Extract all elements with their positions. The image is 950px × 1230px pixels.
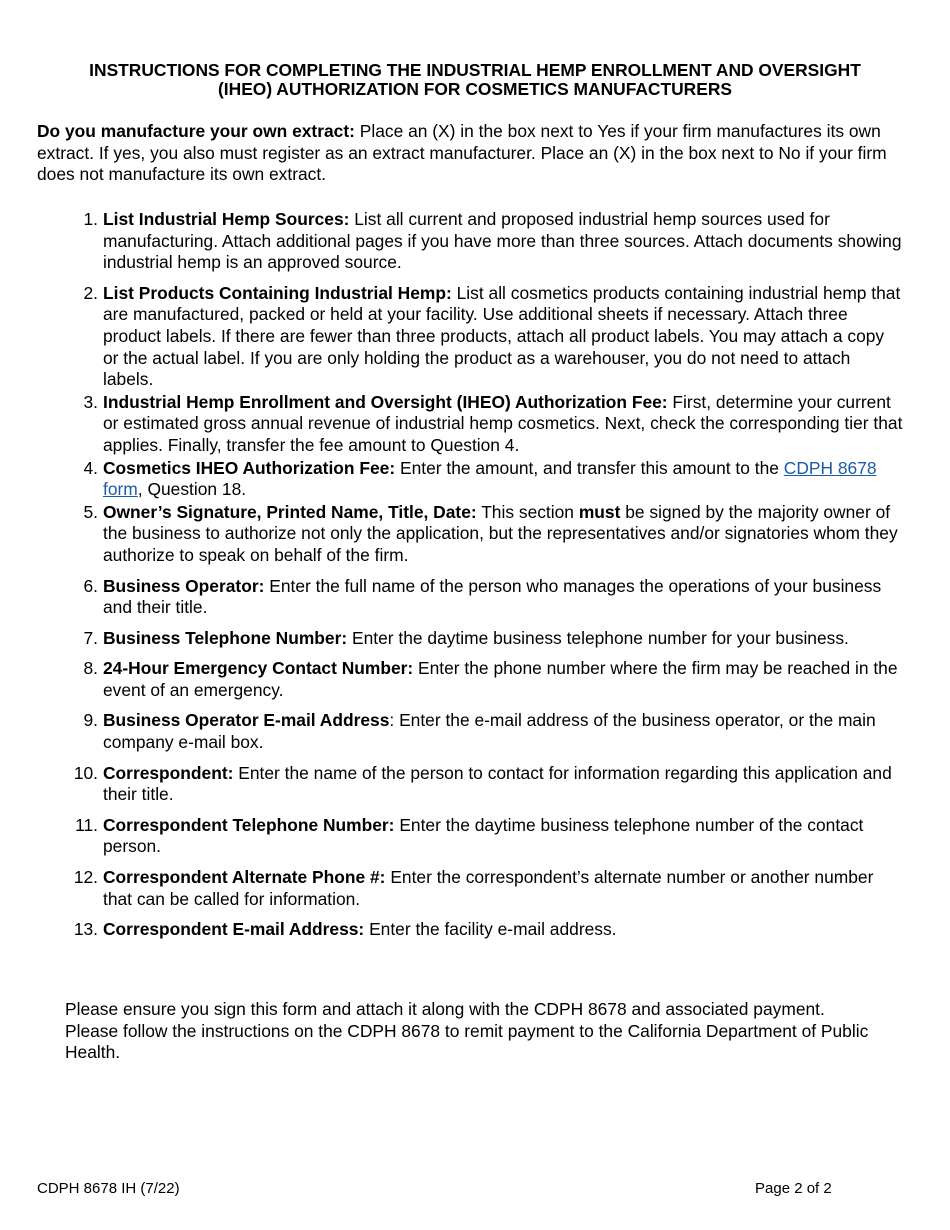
list-item [0,815,903,858]
list-item [0,576,903,619]
item-text: List all cosmetics products containing industrial hemp that are manufactured, packed or held at your facility. Use additional sheets if necessary. Attach three product labels. If there are fewer than three products, attach all product labels. You may attach a copy or the actual label. If you are only holding the product as a warehouser, you do not need to attach labels. [103,282,901,390]
page-title [37,61,913,99]
item-label: Business Operator E-mail Address [103,710,390,731]
item-number: 2. [83,282,98,303]
item-label: Business Operator: [103,575,265,596]
item-emphasis: must [578,501,621,522]
item-text: Enter the name of the person to contact for information regarding this application and their title. [103,762,892,805]
item-number: 13. [73,919,98,940]
item-number: 10. [73,762,98,783]
item-number: 5. [83,501,98,522]
item-label: Correspondent E-mail Address: [103,919,365,940]
item-text: Enter the phone number where the firm may be reached in the event of an emergency. [103,658,898,700]
item-label: Business Telephone Number: [103,627,348,648]
item-text: Enter the full name of the person who manages the operations of your business and their title. [103,575,882,618]
page-number: Page 2 of 2 [755,1180,832,1197]
item-label: Correspondent Alternate Phone #: [103,867,386,888]
list-item [0,763,903,806]
item-number: 8. [83,658,98,679]
intro-paragraph [37,121,907,186]
intro-label: Do you manufacture your own extract: [37,121,355,141]
list-item [0,658,903,701]
list-item [0,628,903,650]
item-text: Enter the correspondent’s alternate number or another number that can be called for information. [103,867,874,909]
list-item [0,867,903,910]
title-line-2: (IHEO) AUTHORIZATION FOR COSMETICS MANUFACTURERS [218,79,732,99]
item-text: List all current and proposed industrial hemp sources used for manufacturing. Attach additional pages if you have more than three sources. Attach documents showing industrial hemp is an approved source. [103,209,902,273]
item-text: Enter the daytime business telephone number for your business. [347,627,849,648]
item-number: 3. [83,391,98,412]
item-text-after: , Question 18. [137,479,247,500]
item-text: Enter the facility e-mail address. [364,919,617,940]
list-item [0,710,903,753]
cdph-8678-form-link[interactable]: CDPH 8678 form [103,457,877,500]
item-number: 7. [83,627,98,648]
list-item [0,283,903,391]
item-number: 11. [75,814,98,835]
item-number: 9. [83,710,98,731]
form-id: CDPH 8678 IH (7/22) [37,1180,180,1197]
list-item [0,502,903,567]
item-label: Cosmetics IHEO Authorization Fee: [103,457,396,478]
item-label: 24-Hour Emergency Contact Number: [103,658,414,679]
item-label: Correspondent Telephone Number: [103,814,395,835]
item-text: This section [476,501,579,522]
list-item [0,458,903,501]
title-line-1: INSTRUCTIONS FOR COMPLETING THE INDUSTRIAL HEMP ENROLLMENT AND OVERSIGHT [89,60,861,80]
instruction-list [0,209,950,941]
closing-line-1: Please ensure you sign this form and attach it along with the CDPH 8678 and associated payment. [65,999,825,1019]
item-label: List Industrial Hemp Sources: [103,209,350,229]
item-number: 6. [83,575,98,596]
list-item [0,392,903,457]
intro-text: Place an (X) in the box next to Yes if your firm manufactures its own extract. If yes, you also must register as an extract manufacturer. Place an (X) in the box next to No if your firm does not manufacture its own extract. [37,121,887,185]
item-label: Owner’s Signature, Printed Name, Title, Date: [103,501,477,522]
item-text: Enter the amount, and transfer this amount to the [395,457,784,478]
item-label: Correspondent: [103,762,234,783]
list-item [0,209,903,274]
item-label: Industrial Hemp Enrollment and Oversight (IHEO) Authorization Fee: [103,391,668,412]
item-text: First, determine your current or estimated gross annual revenue of industrial hemp cosmetics. Next, check the corresponding tier that applies. Finally, transfer the fee amount to Question 4. [103,391,903,455]
item-label: List Products Containing Industrial Hemp: [103,282,452,303]
item-text-after: be signed by the majority owner of the business to authorize not only the application, but the representatives and/or signatories whom they authorize to speak on behalf of the firm. [103,501,898,565]
item-number: 12. [73,867,98,888]
item-number: 1. [83,209,98,229]
closing-paragraph [65,999,895,1064]
item-text: : Enter the e-mail address of the business operator, or the main company e-mail box. [103,710,876,753]
item-text: Enter the daytime business telephone number of the contact person. [103,814,864,857]
item-number: 4. [83,457,98,478]
list-item [0,919,903,941]
closing-line-2: Please follow the instructions on the CDPH 8678 to remit payment to the California Department of Public Health. [65,1020,869,1063]
